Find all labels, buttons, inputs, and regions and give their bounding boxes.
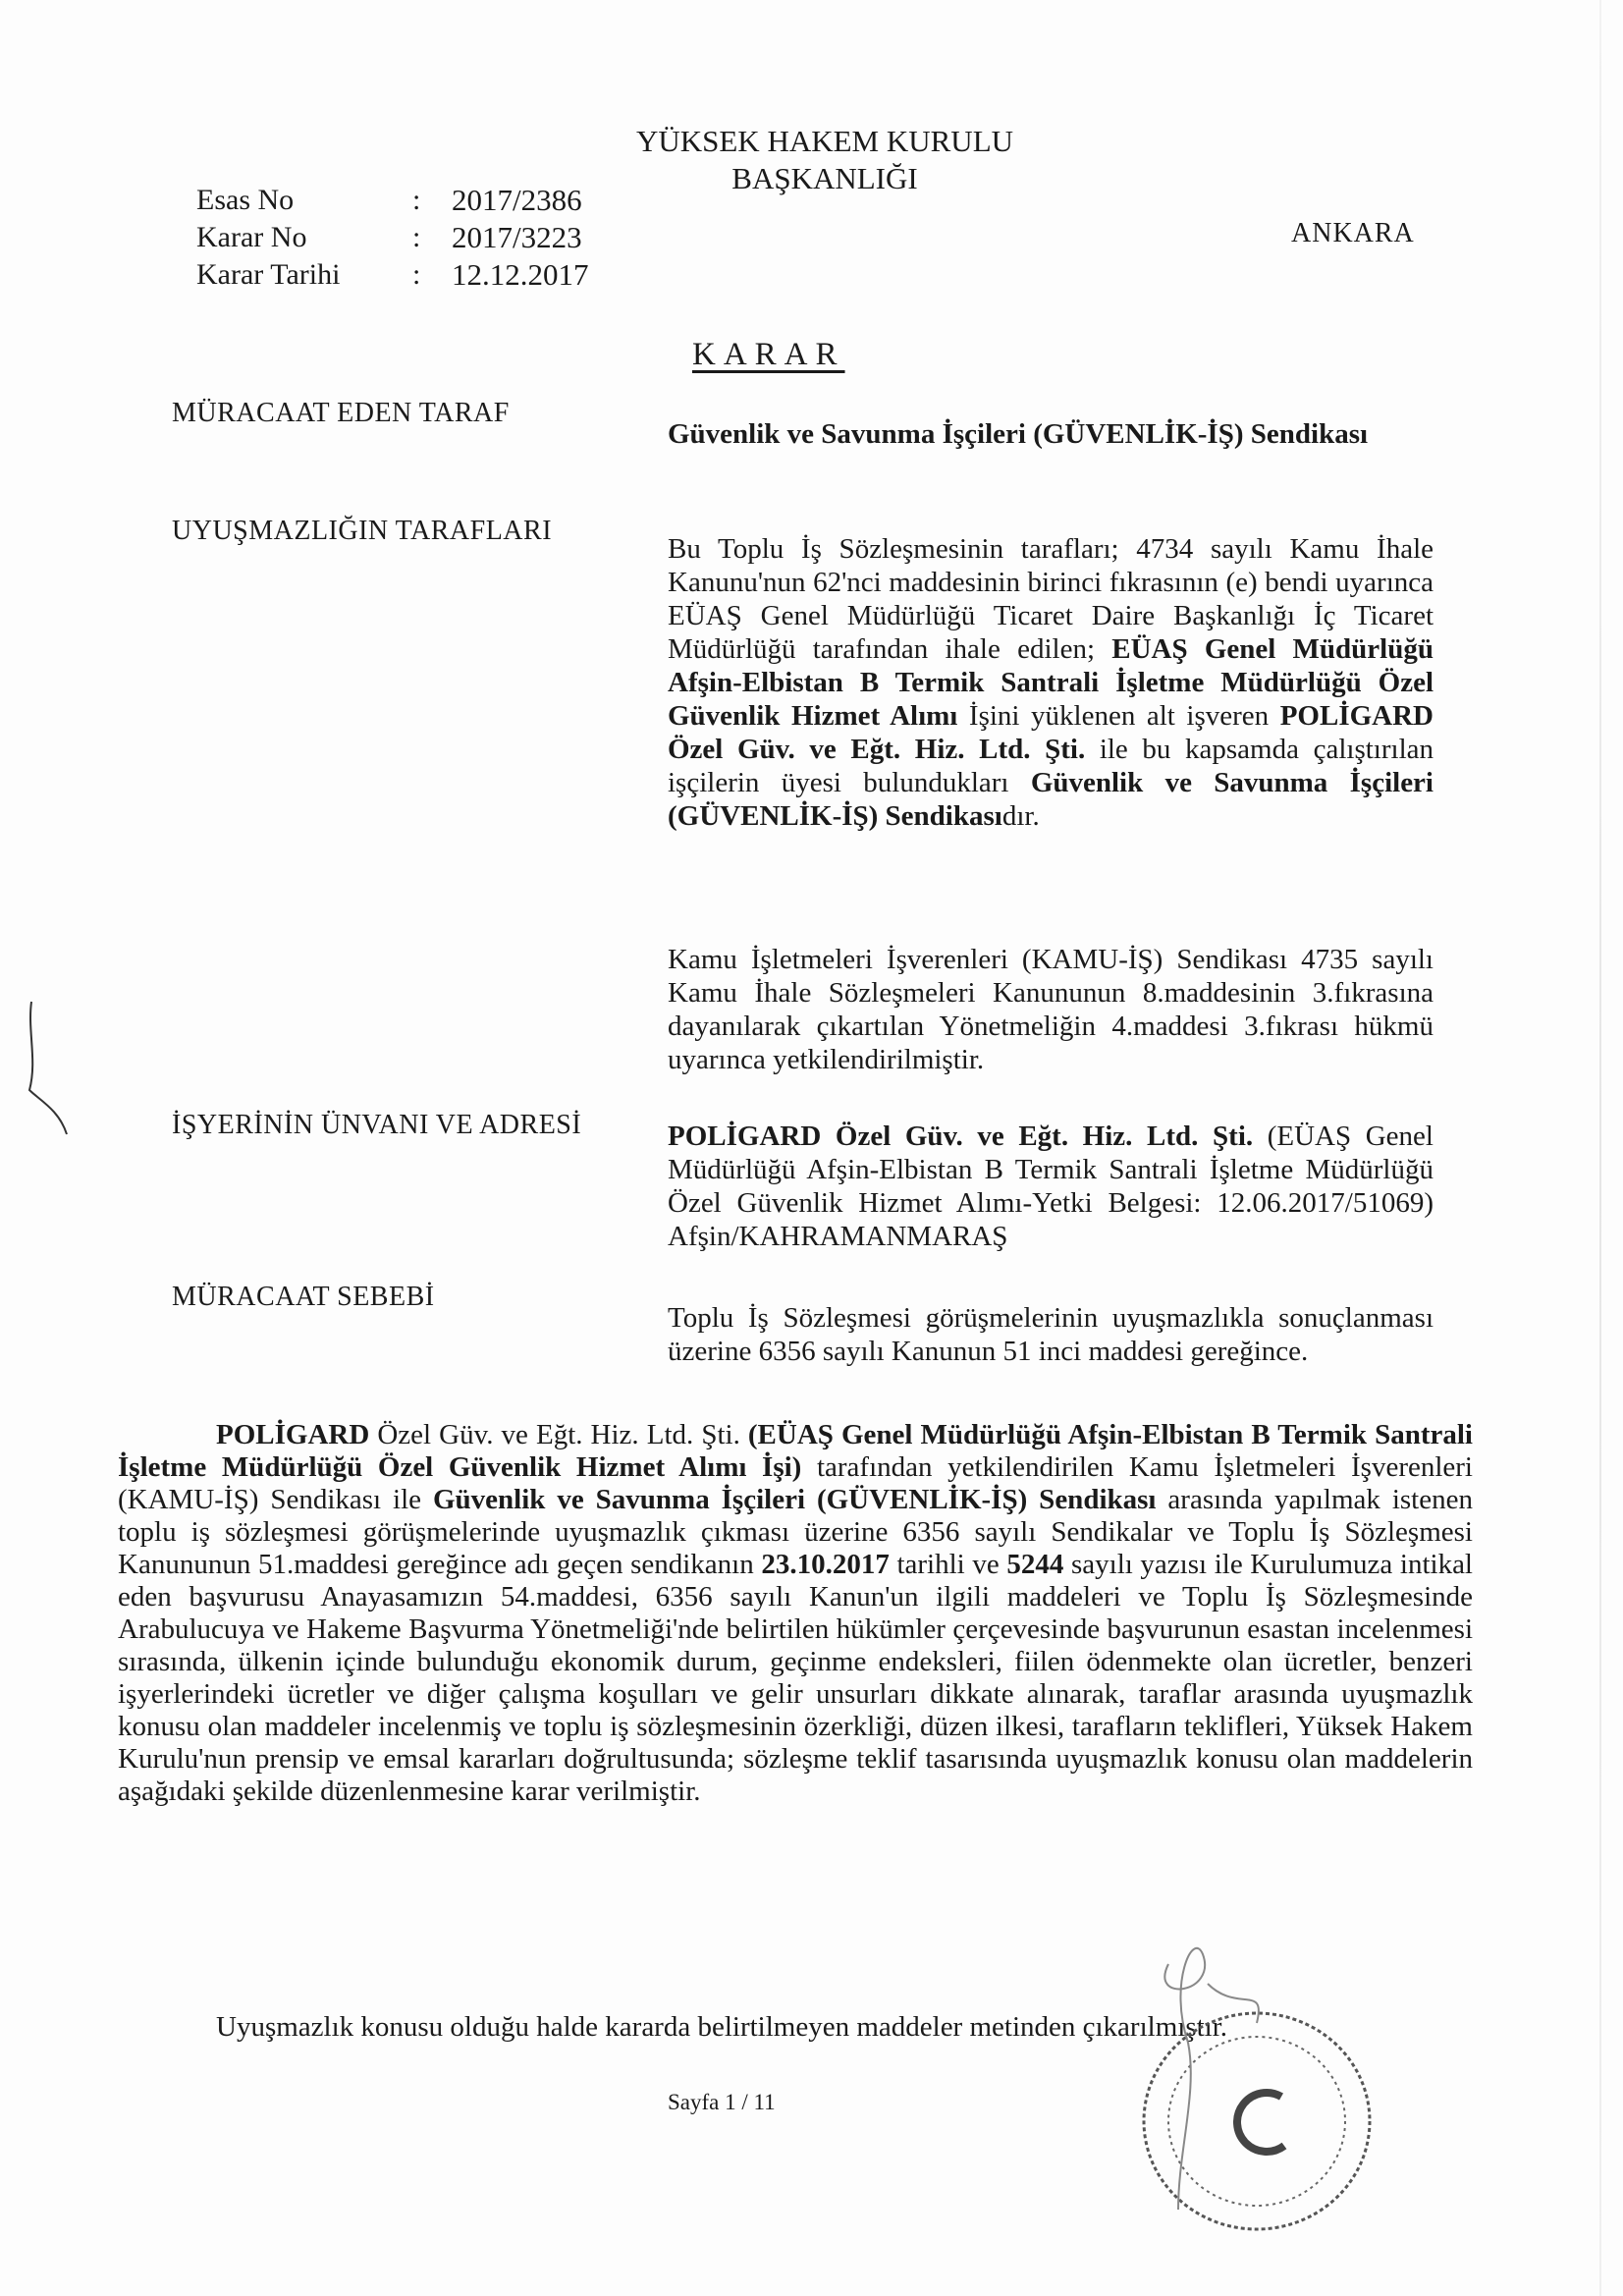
bold-run: POLİGARD <box>216 1419 370 1450</box>
city: ANKARA <box>1291 218 1415 248</box>
text-run: dır. <box>1001 800 1040 832</box>
bold-run: 5244 <box>1006 1549 1064 1580</box>
section-label-applicant: MÜRACAAT EDEN TARAF <box>172 398 510 428</box>
institution-subtitle: BAŞKANLIĞI <box>731 161 918 195</box>
bold-run: EÜAŞ Genel Müdürlüğü Afşin-Elbistan B Termik Santrali İşletme Müdürlüğü Özel Güvenlik Hizmet Alımı <box>668 633 1434 732</box>
section-label-parties: UYUŞMAZLIĞIN TARAFLARI <box>172 516 553 546</box>
section-label-workplace: İŞYERİNİN ÜNVANI VE ADRESİ <box>172 1110 582 1140</box>
applicant-value: Güvenlik ve Savunma İşçileri (GÜVENLİK-İŞ) Sendikası <box>668 418 1369 450</box>
meta-label: Esas No <box>196 184 295 216</box>
document-title: KARAR <box>692 337 845 372</box>
text-run: ile bu kapsamda çalıştırılan işçilerin üyesi bulundukları <box>668 734 1434 798</box>
text-run: (EÜAŞ Genel Müdürlüğü Afşin-Elbistan B Termik Santrali İşletme Müdürlüğü Özel Güvenlik Hizmet Alımı-Yetki Belgesi: 12.06.2017/51069) Afşin/KAHRAMANMARAŞ <box>668 1121 1434 1252</box>
text-run: İşini yüklenen alt işveren <box>957 700 1280 732</box>
scan-edge <box>1599 0 1601 2296</box>
text-run: arasında yapılmak istenen toplu iş sözleşmesi görüşmelerinde uyuşmazlık çıkması üzerine 6356 sayılı Sendikalar ve Toplu İş Sözleşmesi Kanununun 51.maddesi gereğince adı geçen sendikanın <box>118 1484 1473 1580</box>
institution-header <box>619 123 1031 197</box>
text-run: Özel Güv. ve Eğt. Hiz. Ltd. Şti. <box>369 1419 748 1450</box>
text-run: sayılı yazısı ile Kurulumuza intikal eden başvurusu Anayasamızın 54.maddesi, 6356 sayılı Kanun'un ilgili maddeleri ve Toplu İş Sözleşmesinde Arabulucuya ve Hakeme Başvurma Yönetmeliği'nde belirtilen hükümler çerçevesinde başvurunun esastan incelenmesi sırasında, ülkenin içinde bulunduğu ekonomik durum, geçinme endeksleri, fiilen ödenmekte olan ücretler, benzeri işyerlerindeki ücretler ve diğer çalışma koşulları ve gelir unsurları dikkate alınarak, taraflar arasında uyuşmazlık konusu olan maddeler incelenmiş ve toplu iş sözleşmesinin özerkliği, düzen ilkesi, tarafların teklifleri, Yüksek Hakem Kurulu'nun prensip ve emsal kararları doğrultusunda; sözleşme teklif tasarısında uyuşmazlık konusu olan maddelerin aşağıdaki şekilde düzenlenmesine karar verilmiştir. <box>118 1549 1473 1807</box>
page-number: Sayfa 1 / 11 <box>668 2090 776 2114</box>
handwritten-mark-icon <box>20 992 79 1139</box>
meta-label: Karar Tarihi <box>196 258 341 291</box>
bold-run: POLİGARD Özel Güv. ve Eğt. Hiz. Ltd. Şti. <box>668 1121 1254 1152</box>
meta-label: Karar No <box>196 221 307 253</box>
section-label-reason: MÜRACAAT SEBEBİ <box>172 1282 435 1312</box>
parties-paragraph-1 <box>668 532 1434 833</box>
meta-row-esas <box>196 182 589 219</box>
bold-run: Güvenlik ve Savunma İşçileri (GÜVENLİK-İŞ) Sendikası <box>668 767 1434 832</box>
workplace-value <box>668 1120 1434 1253</box>
closing-note: Uyuşmazlık konusu olduğu halde kararda belirtilmeyen maddeler metinden çıkarılmıştır. <box>216 2011 1228 2043</box>
meta-colon: : <box>412 221 421 253</box>
meta-value: 2017/2386 <box>452 183 582 217</box>
text-run: tarihli ve <box>889 1549 1007 1580</box>
bold-run: POLİGARD Özel Güv. ve Eğt. Hiz. Ltd. Şti. <box>668 700 1434 765</box>
meta-row-tarih <box>196 256 589 294</box>
bold-run: Güvenlik ve Savunma İşçileri (GÜVENLİK-İŞ) Sendikası <box>432 1484 1157 1515</box>
bold-run: (EÜAŞ Genel Müdürlüğü Afşin-Elbistan B Termik Santrali İşletme Müdürlüğü Özel Güvenlik Hizmet Alımı İşi) <box>118 1419 1473 1483</box>
meta-value: 2017/3223 <box>452 220 582 254</box>
bold-run: 23.10.2017 <box>761 1549 890 1580</box>
official-stamp-icon <box>1109 1925 1394 2239</box>
decision-body <box>118 1419 1473 1808</box>
text-run: Bu Toplu İş Sözleşmesinin tarafları; 4734 sayılı Kamu İhale Kanunu'nun 62'nci maddesinin birinci fıkrasının (e) bendi uyarınca EÜAŞ Genel Müdürlüğü Ticaret Daire Başkanlığı İç Ticaret Müdürlüğü tarafından ihale edilen; <box>668 533 1434 665</box>
case-meta <box>196 182 589 294</box>
parties-paragraph-2: Kamu İşletmeleri İşverenleri (KAMU-İŞ) Sendikası 4735 sayılı Kamu İhale Sözleşmeleri Kanununun 8.maddesinin 3.fıkrasına dayanılarak çıkartılan Yönetmeliğin 4.maddesi 3.fıkrası hükmü uyarınca yetkilendirilmiştir. <box>668 944 1434 1075</box>
meta-colon: : <box>412 184 421 216</box>
reason-value: Toplu İş Sözleşmesi görüşmelerinin uyuşmazlıkla sonuçlanması üzerine 6356 sayılı Kanunun 51 inci maddesi gereğince. <box>668 1302 1434 1367</box>
meta-row-karar <box>196 219 589 256</box>
text-run: tarafından yetkilendirilen Kamu İşletmeleri İşverenleri (KAMU-İŞ) Sendikası ile <box>118 1451 1473 1515</box>
institution-name: YÜKSEK HAKEM KURULU <box>635 124 1014 158</box>
meta-colon: : <box>412 258 421 291</box>
meta-value: 12.12.2017 <box>452 257 589 292</box>
